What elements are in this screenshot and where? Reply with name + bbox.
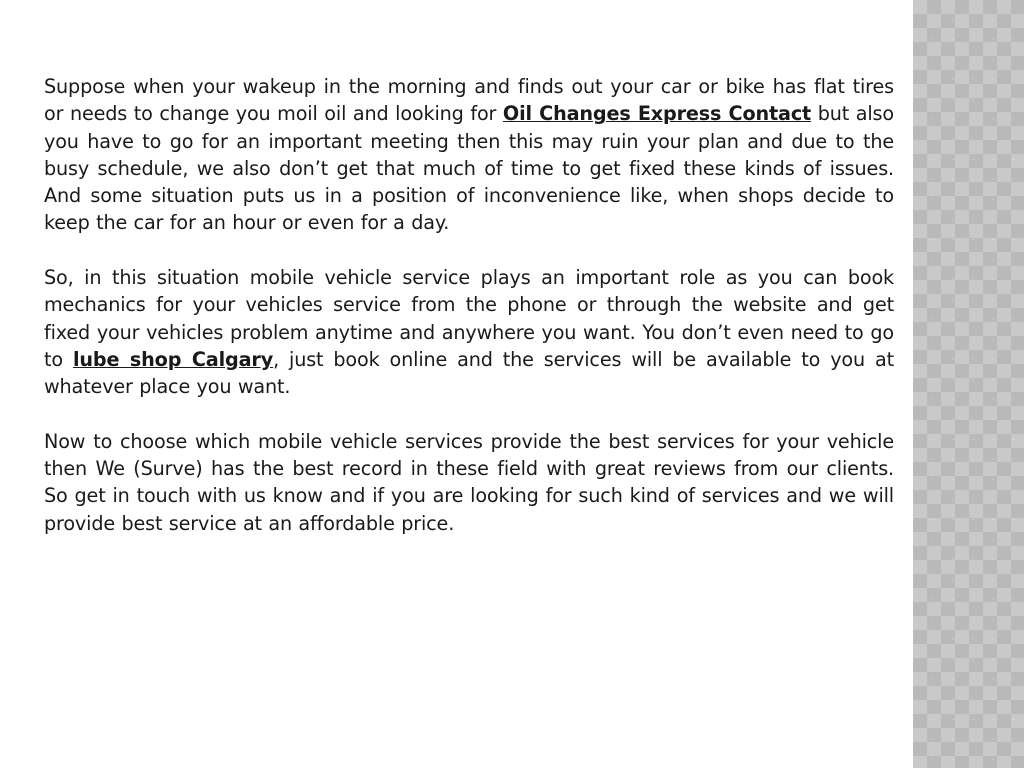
paragraph-1-text-before: Suppose when your wakeup in the morning and finds out your car or bike has flat tires or needs to change you moil oil and looking for	[44, 75, 894, 126]
paragraph-3: Now to choose which mobile vehicle services provide the best services for your vehicle then We (Surve) has the best record in these field with great reviews from our clients. So get in touch with us know and if you are looking for such kind of services and we will provide best service at an affordable price.	[44, 429, 894, 535]
paragraph-2-text-before: So, in this situation mobile vehicle service plays an important role as you can book mechanics for your vehicles service from the phone or through the website and get fixed your vehicles problem anytime and anywhere you want. You don’t even need to go to	[44, 266, 894, 371]
body-text	[44, 73, 894, 564]
paragraph-1-text-after: but also you have to go for an important meeting then this may ruin your plan and due to the busy schedule, we also don’t get that much of time to get fixed these kinds of issues. And some situation puts us in a position of inconvenience like, when shops decide to keep the car for an hour or even for a day.	[44, 102, 894, 235]
lube-shop-calgary-link[interactable]: lube shop Calgary	[72, 347, 274, 371]
decorative-side-band	[913, 0, 1024, 768]
oil-changes-express-contact-link[interactable]: Oil Changes Express Contact	[502, 102, 812, 126]
paragraph-2-text-after: , just book online and the services will be available to you at whatever place you want.	[44, 347, 894, 399]
paragraph-2	[44, 264, 894, 400]
paragraph-1	[44, 73, 894, 237]
